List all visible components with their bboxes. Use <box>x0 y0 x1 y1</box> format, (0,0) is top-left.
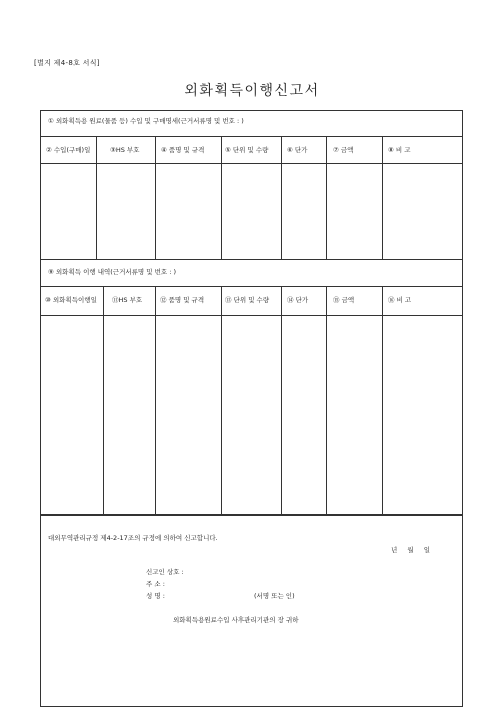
document-title: 외화획득이행신고서 <box>184 83 320 99</box>
col2-remarks: ⑯ 비 고 <box>388 296 412 304</box>
col2-fulfillment-date: ⑩ 외화획득이행일 <box>45 296 97 304</box>
section2-header: ⑨ 외화획득 이행 내역(근거서류명 및 번호 : ) <box>48 268 177 276</box>
address-label: 주 소 : <box>146 580 165 588</box>
addressee: 외화획득용원료수입 사후관리기관의 장 귀하 <box>173 616 299 624</box>
col1-purchase-date: ② 수입(구매)일 <box>46 146 91 154</box>
col1-amount: ⑦ 금액 <box>333 146 354 154</box>
col2-hs-code: ⑪HS 부호 <box>112 296 143 304</box>
col2-amount: ⑮ 금액 <box>333 296 355 304</box>
declaration-box <box>40 515 463 707</box>
form-number-label: [별지 제4-8호 서식] <box>34 59 100 67</box>
col2-item-spec: ⑫ 품명 및 규격 <box>160 296 205 304</box>
declaration-date: 년 월 일 <box>391 546 430 554</box>
col2-unit-qty: ⑬ 단위 및 수량 <box>225 296 270 304</box>
section1-header: ① 외화획득용 원료(물품 등) 수입 및 구매명세(근거서류명 및 번호 : ) <box>48 117 244 125</box>
signature-note: (서명 또는 인) <box>254 592 295 600</box>
col1-item-spec: ④ 품명 및 규격 <box>161 146 205 154</box>
col2-unit-price: ⑭ 단가 <box>287 296 309 304</box>
declaration-statement: 대외무역관리규정 제4-2-17조의 규정에 의하여 신고합니다. <box>48 534 218 542</box>
col1-unit-price: ⑥ 단가 <box>287 146 308 154</box>
company-label: 신고인 상호 : <box>146 568 184 576</box>
name-label: 성 명 : <box>146 592 165 600</box>
col1-hs-code: ③HS 부호 <box>110 146 140 154</box>
col1-unit-qty: ⑤ 단위 및 수량 <box>225 146 269 154</box>
col1-remarks: ⑧ 비 고 <box>388 146 411 154</box>
